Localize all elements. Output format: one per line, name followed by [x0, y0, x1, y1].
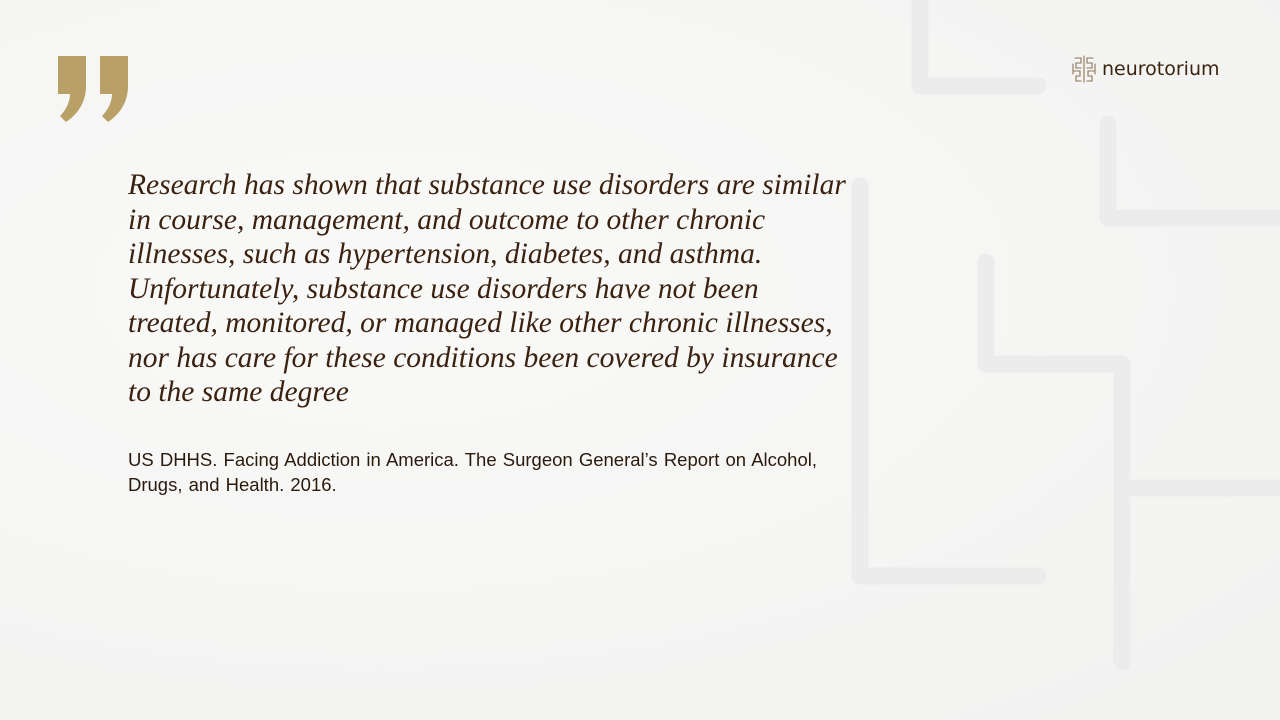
quote-text: Research has shown that substance use disorders are similar in course, management, and outcome to other chronic illnesses, such as hypertension, diabetes, and asthma. Unfortunately, substance use disorders have not been treated, monitored, or managed like other chronic illnesses, nor has care for these conditions been covered by insurance to the same degree	[128, 169, 846, 408]
closing-quotation-mark-icon	[56, 56, 132, 124]
logo-text: neurotorium	[1102, 58, 1220, 80]
brain-circuit-icon	[1071, 54, 1097, 84]
citation-text: US DHHS. Facing Addiction in America. The Surgeon General’s Report on Alcohol, Drugs, and Health. 2016.	[128, 449, 818, 495]
neurotorium-logo	[1071, 54, 1220, 84]
